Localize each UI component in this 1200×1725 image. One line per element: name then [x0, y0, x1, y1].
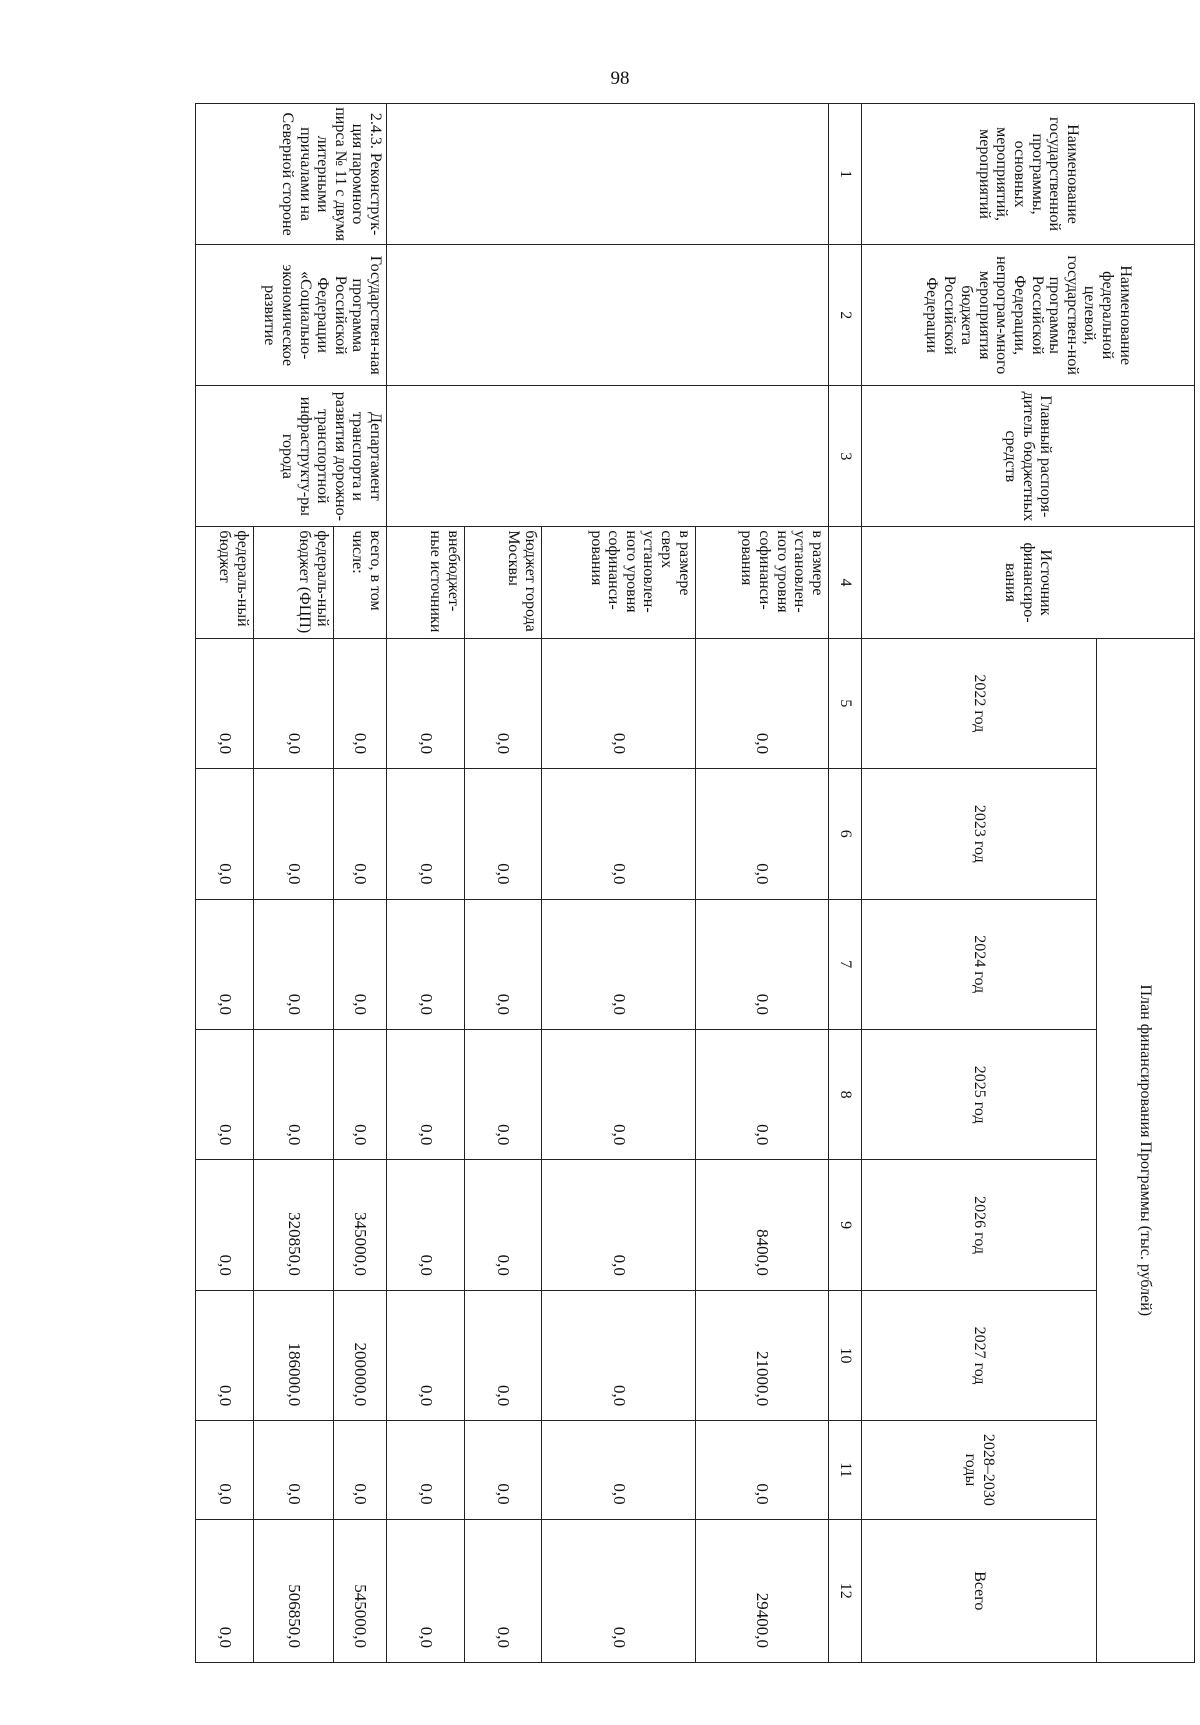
header-col2: Наименование федеральной целевой, государствен-ной программы Российской Федерации, непрограм-много мероприятия бюджета Российской Федерации	[862, 245, 1195, 386]
header-year-2026: 2026 год	[862, 1160, 1097, 1290]
program-name-cell: Государствен-ная программа Российской Федерации «Социально-экономическое развитие	[196, 245, 387, 386]
value-cell: 0,0	[386, 1290, 464, 1420]
col-number: 12	[828, 1519, 861, 1662]
value-cell: 0,0	[196, 899, 254, 1029]
value-cell: 0,0	[695, 769, 828, 899]
value-cell: 0,0	[695, 638, 828, 768]
page-number: 98	[610, 68, 630, 89]
value-cell: 0,0	[196, 638, 254, 768]
value-cell: 0,0	[253, 769, 333, 899]
value-cell: 0,0	[542, 1160, 695, 1290]
value-cell: 0,0	[386, 899, 464, 1029]
value-cell: 0,0	[695, 1029, 828, 1159]
value-cell: 0,0	[386, 1519, 464, 1662]
col-number: 7	[828, 899, 861, 1029]
value-cell: 0,0	[695, 899, 828, 1029]
value-cell: 0,0	[386, 769, 464, 899]
value-cell: 0,0	[464, 1160, 542, 1290]
col-number: 6	[828, 769, 861, 899]
rotated-table-container	[195, 103, 1195, 1663]
header-year-2027: 2027 год	[862, 1290, 1097, 1420]
value-cell: 506850,0	[253, 1519, 333, 1662]
value-cell: 0,0	[542, 1290, 695, 1420]
budget-manager-cell: Департамент транспорта и развития дорожно-транспортной инфраструкту-ры города	[196, 386, 387, 527]
value-cell: 0,0	[464, 1029, 542, 1159]
value-cell: 0,0	[196, 769, 254, 899]
header-col3: Главный распоря-дитель бюджетных средств	[862, 386, 1195, 527]
value-cell: 345000,0	[333, 1160, 386, 1290]
header-row-1	[1097, 104, 1195, 1663]
value-cell: 0,0	[386, 1029, 464, 1159]
header-total: Всего	[862, 1519, 1097, 1662]
col-number: 1	[828, 104, 861, 245]
source-cell: федераль-ный бюджет	[196, 527, 254, 638]
col-number: 2	[828, 245, 861, 386]
source-cell: бюджет города Москвы	[464, 527, 542, 638]
value-cell: 0,0	[333, 1421, 386, 1519]
value-cell: 29400,0	[695, 1519, 828, 1662]
value-cell: 0,0	[196, 1029, 254, 1159]
value-cell: 0,0	[464, 1421, 542, 1519]
source-cell: в размере сверх установлен-ного уровня софинанси-рования	[542, 527, 695, 638]
value-cell: 0,0	[253, 638, 333, 768]
value-cell: 0,0	[196, 1160, 254, 1290]
col-number: 10	[828, 1290, 861, 1420]
value-cell: 0,0	[333, 769, 386, 899]
value-cell: 0,0	[464, 1519, 542, 1662]
financing-table	[195, 103, 1195, 1663]
col-number: 9	[828, 1160, 861, 1290]
value-cell: 0,0	[542, 1519, 695, 1662]
value-cell: 0,0	[333, 638, 386, 768]
value-cell: 0,0	[542, 1029, 695, 1159]
value-cell: 0,0	[253, 899, 333, 1029]
header-year-2025: 2025 год	[862, 1029, 1097, 1159]
value-cell: 0,0	[464, 1290, 542, 1420]
value-cell: 0,0	[386, 638, 464, 768]
value-cell: 200000,0	[333, 1290, 386, 1420]
value-cell: 21000,0	[695, 1290, 828, 1420]
continued-name-cell	[386, 104, 828, 245]
value-cell: 0,0	[542, 638, 695, 768]
value-cell: 0,0	[542, 1421, 695, 1519]
value-cell: 8400,0	[695, 1160, 828, 1290]
value-cell: 0,0	[333, 1029, 386, 1159]
value-cell: 0,0	[386, 1160, 464, 1290]
value-cell: 0,0	[695, 1421, 828, 1519]
value-cell: 0,0	[196, 1290, 254, 1420]
value-cell: 0,0	[333, 899, 386, 1029]
value-cell: 0,0	[253, 1029, 333, 1159]
value-cell: 186000,0	[253, 1290, 333, 1420]
value-cell: 0,0	[464, 769, 542, 899]
continued-program-cell	[386, 245, 828, 386]
value-cell: 0,0	[196, 1519, 254, 1662]
value-cell: 545000,0	[333, 1519, 386, 1662]
source-cell: всего, в том числе:	[333, 527, 386, 638]
header-plan-group: План финансирования Программы (тыс. рублей)	[1097, 638, 1195, 1662]
value-cell: 320850,0	[253, 1160, 333, 1290]
measure-name-cell: 2.4.3. Реконструк-ция паромного пирса № 11 с двумя литерными причалами на Северной стороне	[196, 104, 387, 245]
header-col4: Источник финансиро-вания	[862, 527, 1195, 638]
table-row	[333, 104, 386, 1663]
value-cell: 0,0	[253, 1421, 333, 1519]
header-year-2024: 2024 год	[862, 899, 1097, 1029]
value-cell: 0,0	[386, 1421, 464, 1519]
header-col1: Наименование государственной программы, основных мероприятий, мероприятий	[862, 104, 1195, 245]
col-number: 11	[828, 1421, 861, 1519]
source-cell: внебюджет-ные источники	[386, 527, 464, 638]
col-number: 3	[828, 386, 861, 527]
header-years-2028-2030: 2028–2030 годы	[862, 1421, 1097, 1519]
col-number: 5	[828, 638, 861, 768]
continued-manager-cell	[386, 386, 828, 527]
col-number: 4	[828, 527, 861, 638]
value-cell: 0,0	[464, 899, 542, 1029]
source-cell: в размере установлен-ного уровня софинанси-рования	[695, 527, 828, 638]
source-cell: федераль-ный бюджет (ФЦП)	[253, 527, 333, 638]
col-number: 8	[828, 1029, 861, 1159]
value-cell: 0,0	[464, 638, 542, 768]
value-cell: 0,0	[542, 899, 695, 1029]
value-cell: 0,0	[196, 1421, 254, 1519]
header-year-2023: 2023 год	[862, 769, 1097, 899]
header-year-2022: 2022 год	[862, 638, 1097, 768]
table-row	[695, 104, 828, 1663]
value-cell: 0,0	[542, 769, 695, 899]
column-number-row	[828, 104, 861, 1663]
